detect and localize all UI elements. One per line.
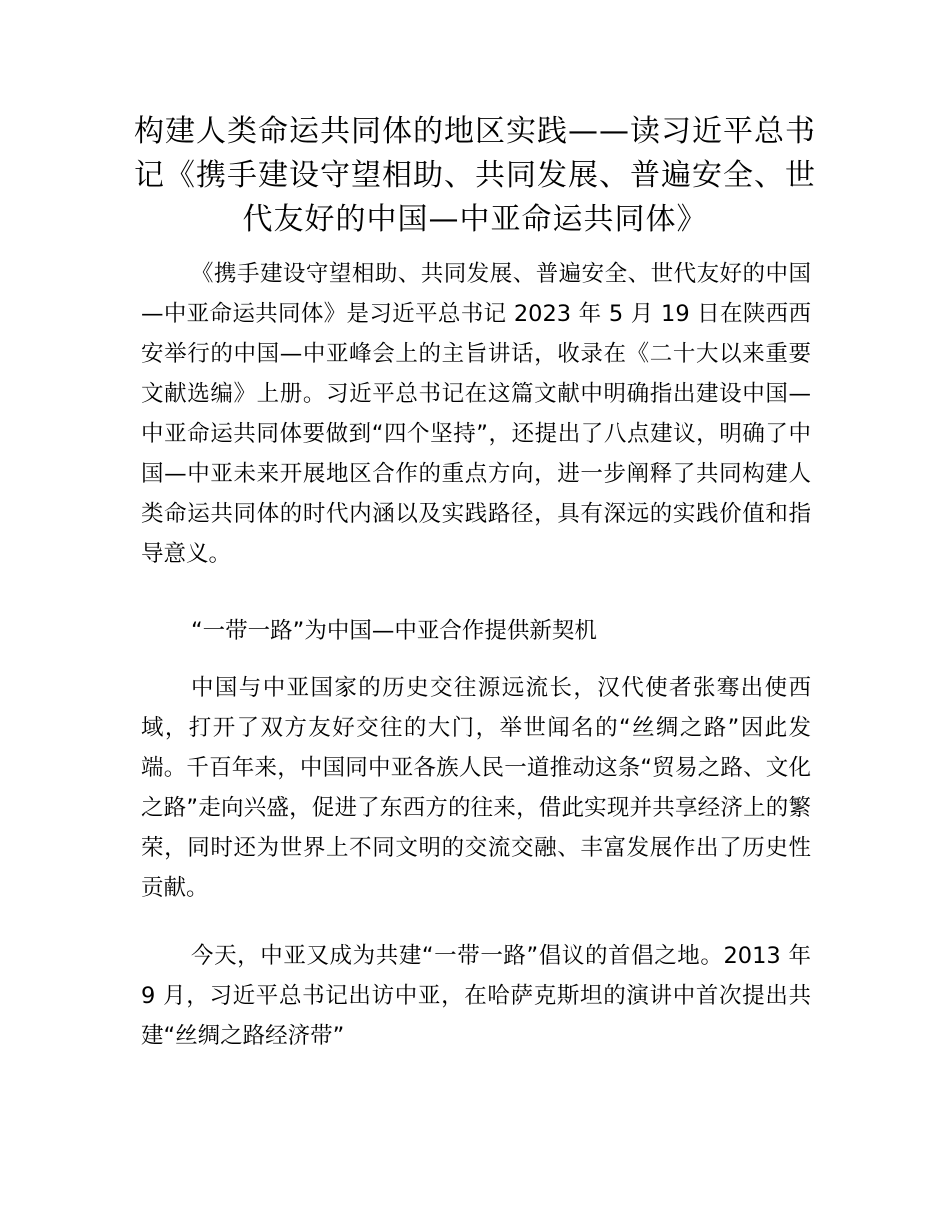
paragraph-intro: 《携手建设守望相助、共同发展、普遍安全、世代友好的中国—中亚命运共同体》是习近平总书记 2023 年 5 月 19 日在陕西西安举行的中国—中亚峰会上的主旨讲话，收录在《二十大以来重要文献选编》上册。习近平总书记在这篇文献中明确指出建设中国—中亚命运共同体要做到“四个坚持”，还提出了八点建议，明确了中国—中亚未来开展地区合作的重点方向，进一步阐释了共同构建人类命运共同体的时代内涵以及实践路径，具有深远的实践价值和指导意义。: [141, 261, 811, 567]
paragraph-history: 中国与中亚国家的历史交往源远流长，汉代使者张骞出使西域，打开了双方友好交往的大门，举世闻名的“丝绸之路”因此发端。千百年来，中国同中亚各族人民一道推动这条“贸易之路、文化之路”走向兴盛，促进了东西方的往来，借此实现并共享经济上的繁荣，同时还为世界上不同文明的交流交融、丰富发展作出了历史性贡献。: [141, 675, 811, 901]
paragraph-today: 今天，中亚又成为共建“一带一路”倡议的首倡之地。2013 年 9 月，习近平总书记出访中亚，在哈萨克斯坦的演讲中首次提出共建“丝绸之路经济带”: [141, 943, 811, 1049]
document-title: 构建人类命运共同体的地区实践——读习近平总书记《携手建设守望相助、共同发展、普遍安全、世代友好的中国—中亚命运共同体》: [134, 114, 816, 237]
section-heading: “一带一路”为中国—中亚合作提供新契机: [191, 618, 597, 644]
